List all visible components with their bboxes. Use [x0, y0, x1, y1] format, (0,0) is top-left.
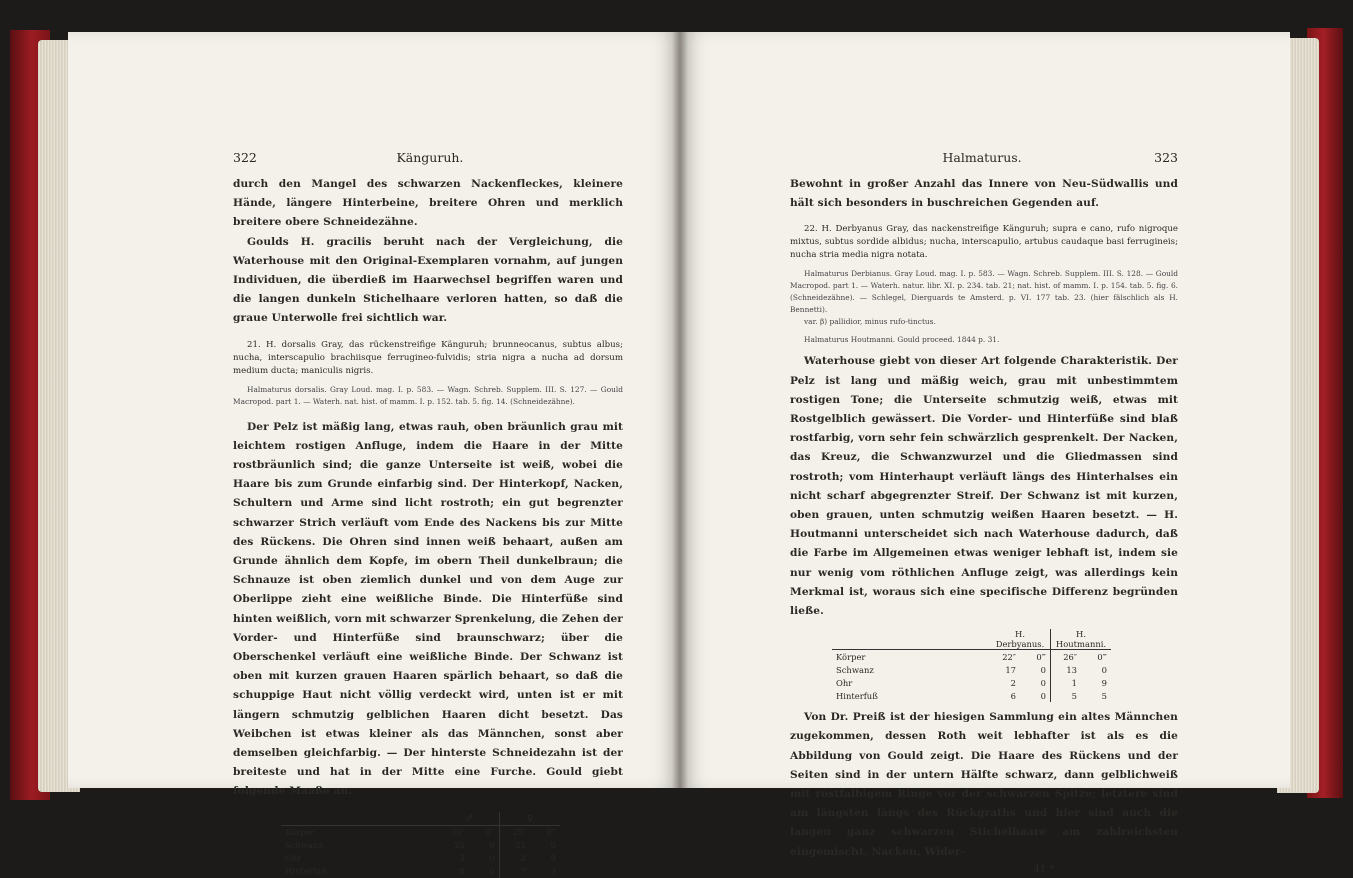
right-running-head	[790, 150, 1178, 165]
variety-reference: Halmaturus Houtmanni. Gould proceed. 1844 p. 31.	[804, 335, 1000, 345]
page-number: 322	[233, 150, 257, 165]
description: Der Pelz ist mäßig lang, etwas rauh, oben bräunlich grau mit leichtem rostigen Anfluge, indem die Haare in der Mitte rostbräunlich sind; die ganze Unterseite ist weiß, wobei die Haare bis zum Grunde einfarbig sind. Der Hinterkopf, Nacken, Schultern und Arme sind licht rostroth; ein gut begrenzter schwarzer Strich verläuft vom Ende des Nackens bis zur Mitte des Rückens. Die Ohren sind innen weiß behaart, außen am Grunde ähnlich dem Kopfe, im obern Theil dunkelbraun; die Schnauze ist oben ziemlich dunkel und von dem Auge zur Oberlippe zieht eine weißliche Binde. Die Hinterfüße sind hinten weißlich, vorn mit schwarzer Sprenkelung, die Zehen der Vorder- und Hinterfüße sind braunschwarz; über die Oberschenkel verläuft eine weißliche Binde. Der Schwanz ist oben mit kurzen grauen Haaren spärlich behaart, so daß die schuppige Haut nicht völlig verdeckt wird, unten ist er mit längern schmutzig gelblichen Haaren dicht besetzt. Das Weibchen ist etwas kleiner als das Männchen, sonst aber demselben gleichfarbig. — Der hinterste Schneidezahn ist der breiteste und hat in der Mitte eine Furche. Gould giebt folgende Maaße an.	[233, 420, 623, 798]
houtmanni-header: H. Houtmanni.	[1051, 629, 1112, 650]
table-row: Körper 22″ 0‴ 26″ 0‴	[836, 651, 1107, 662]
left-running-head	[233, 150, 623, 165]
measurements-table	[281, 812, 623, 878]
table-row: Körper 30″ 0‴ 25″ 0‴	[285, 827, 556, 838]
gutter-shadow	[672, 32, 688, 788]
table-row: Ohr 3 0 2 9	[285, 853, 556, 864]
description: Waterhouse giebt von dieser Art folgende Charakteristik. Der Pelz ist lang und mäßig weich, grau mit unbestimmtem rostigen Tone; die Unterseite schmutzig weiß, etwas mit Rostgelblich gewässert. Die Vorder- und Hinterfüße sind blaß rostfarbig, vorn sehr fein schwärzlich gesprenkelt. Der Nacken, das Kreuz, die Schwanzwurzel und die Gliedmassen sind rostroth; vom Hinterhaupt verläuft längs des Hinterhalses ein nicht scharf abgegrenzter Streif. Der Schwanz ist mit kurzen, oben grauen, unten schmutzig weißen Haaren besetzt. — H. Houtmanni unterscheidet sich nach Waterhouse dadurch, daß die Farbe im Allgemeinen etwas weniger lebhaft ist, indem sie nur wenig vom röthlichen Anfluge zeigt, was allerdings kein Merkmal ist, woraus sich eine specifische Differenz begründen ließe.	[790, 355, 1178, 618]
paragraph: durch den Mangel des schwarzen Nackenfleckes, kleinere Hände, längere Hinterbeine, breitere Ohren und merklich breitere obere Schneidezähne.	[233, 178, 623, 229]
table-row: Ohr 2 0 1 9	[836, 677, 1107, 688]
species-heading: 21. H. dorsalis Gray, das rückenstreifige Känguruh; brunneocanus, subtus albus; nucha, interscapulio brachiisque ferrugineo-fulvidis; stria nigra a nucha ad dorsum medium ducta; maniculis nigris.	[233, 339, 623, 376]
female-header: ♀	[500, 812, 561, 826]
page-number: 323	[1154, 150, 1178, 165]
left-page-content	[233, 150, 623, 878]
variety: var. β) pallidior, minus rufo-tinctus.	[804, 317, 936, 327]
right-page-content	[790, 150, 1178, 875]
signature-mark: 41 *	[1033, 863, 1055, 875]
species-heading: 22. H. Derbyanus Gray, das nackenstreifige Känguruh; supra e cano, rufo nigroque mixtus, subtus sordide albidus; nucha, interscapulio, artubus caudaque basi ferrugineis; nucha stria media nigra notata.	[790, 224, 1178, 261]
paragraph: Bewohnt in großer Anzahl das Innere von Neu-Südwallis und hält sich besonders in buschreichen Gegenden auf.	[790, 178, 1178, 210]
references: Halmaturus dorsalis. Gray Loud. mag. I. p. 583. — Wagn. Schreb. Supplem. III. S. 127. — Gould Macropod. part 1. — Waterh. nat. hist. of mamm. I. p. 152. tab. 5. fig. 14. (Schneidezähne).	[233, 384, 623, 406]
measurements-table	[832, 629, 1178, 702]
table-row: Schwanz 17 0 13 0	[836, 664, 1107, 675]
left-page	[68, 32, 680, 877]
derbyanus-header: H. Derbyanus.	[990, 629, 1051, 650]
running-title: Halmaturus.	[942, 150, 1022, 165]
table-row: Hinterfuß 8 0 7 3	[285, 866, 556, 877]
table-row: Hinterfuß 6 0 5 5	[836, 690, 1107, 701]
paragraph: Goulds H. gracilis beruht nach der Vergleichung, die Waterhouse mit den Original-Exemplaren vornahm, auf jungen Individuen, die überdieß im Haarwechsel begriffen waren und die langen dunkeln Stichelhaare verloren hatten, so daß die graue Unterwolle frei sichtlich war.	[233, 235, 623, 325]
closing-paragraph: Von Dr. Preiß ist der hiesigen Sammlung ein altes Männchen zugekommen, dessen Roth weit lebhafter ist als es die Abbildung von Gould zeigt. Die Haare des Rückens und der Seiten sind in der untern Hälfte schwarz, dann gelblichweiß mit rostfalbigem Ringe vor der schwarzen Spitze; letztere sind am längsten längs des Rückgraths und hier sind auch die langen ganz schwarzen Stichelhaare am zahlreichsten eingemischt. Nacken, Wider-	[790, 711, 1178, 858]
references: Halmaturus Derbianus. Gray Loud. mag. I. p. 583. — Wagn. Schreb. Supplem. III. S. 128. — Gould Macropod. part 1. — Waterh. natur. libr. XI. p. 234. tab. 21; nat. hist. of mamm. I. p. 154. tab. 5. fig. 6. (Schneidezähne). — Schlegel, Dierguards te Amsterd. p. VI. 177 tab. 23. (hier fälschlich als H. Bennetti).	[790, 269, 1178, 315]
male-header: ♂	[439, 812, 500, 826]
right-page	[680, 32, 1290, 875]
table-row: Schwanz 25 0 21 0	[285, 840, 556, 851]
open-book	[10, 18, 1343, 877]
running-title: Känguruh.	[396, 150, 464, 165]
